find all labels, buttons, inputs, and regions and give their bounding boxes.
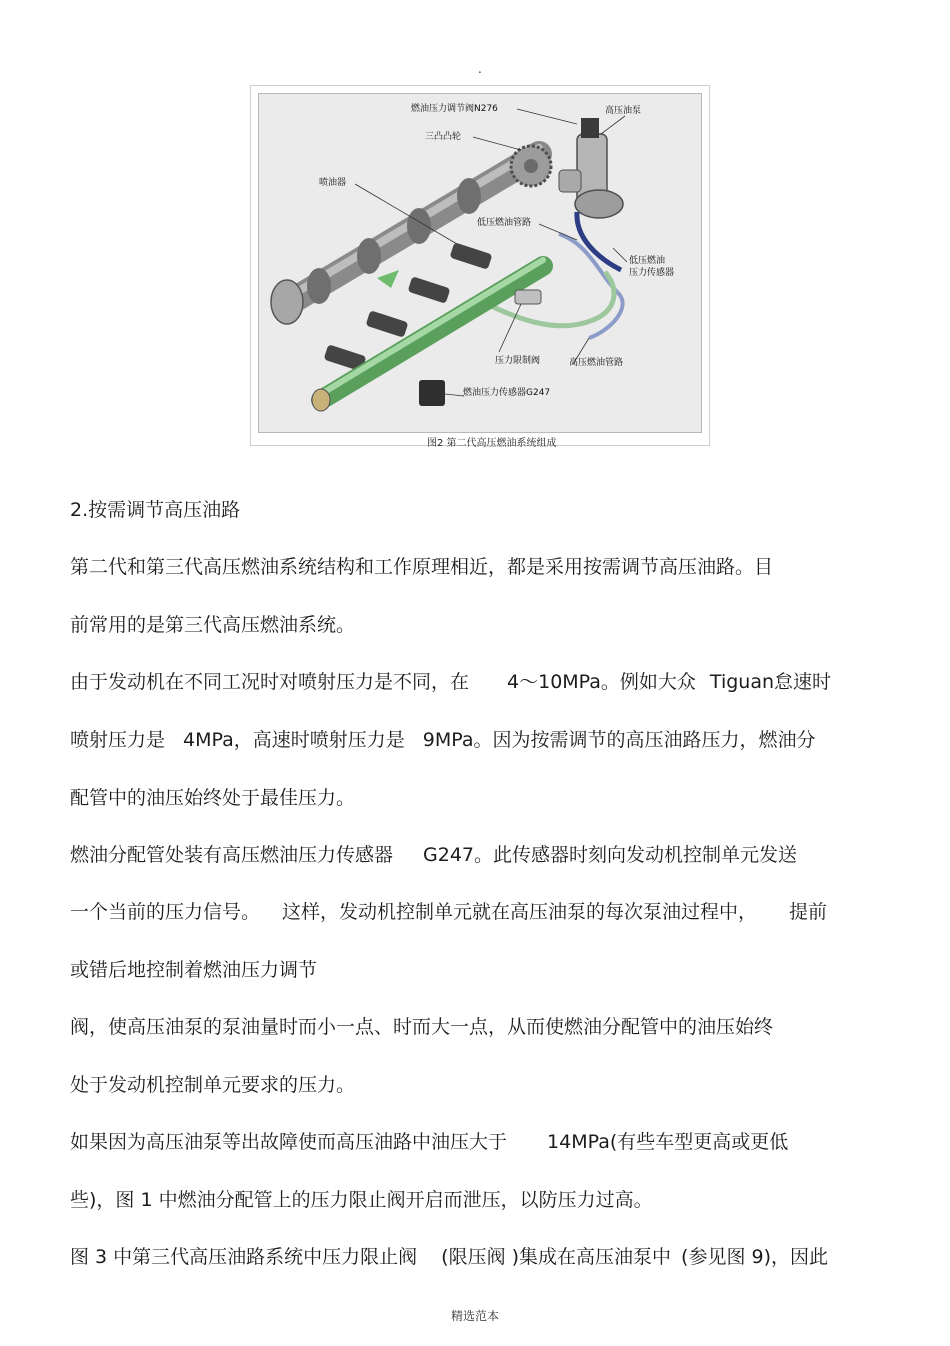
- p4-l2-text: 处于发动机控制单元要求的压力。: [70, 1074, 356, 1096]
- p6-l1b-text: (限压阀 )集成在高压油泵中: [441, 1246, 672, 1268]
- paragraph-1-line-1: [70, 555, 773, 579]
- paragraph-1-line-2: [70, 613, 355, 637]
- paragraph-2-line-1: [70, 670, 831, 694]
- p3-l2a-text: 一个当前的压力信号。: [70, 901, 261, 923]
- paragraph-2-line-2: [70, 728, 815, 752]
- paragraph-3-line-3: [70, 958, 317, 982]
- label-tri-lobe-cam: 三凸凸轮: [425, 132, 462, 142]
- figure-diagram: [258, 93, 702, 449]
- figure-caption: 图2 第二代高压燃油系统组成: [427, 438, 557, 449]
- heading-text: 2.按需调节高压油路: [70, 499, 241, 521]
- label-high-pressure-pump: 高压油泵: [605, 106, 642, 116]
- paragraph-3-line-1: [70, 843, 797, 867]
- label-g247: 燃油压力传感器G247: [463, 388, 551, 398]
- p2-l2c-text: 9MPa。因为按需调节的高压油路压力，燃油分: [422, 729, 816, 751]
- p3-l3-text: 或错后地控制着燃油压力调节: [70, 959, 318, 981]
- label-low-pressure-sensor-1: 低压燃油: [629, 256, 666, 266]
- label-n276: 燃油压力调节阀N276: [411, 104, 498, 114]
- high-pressure-pump: [559, 118, 623, 218]
- header-mark: .: [478, 62, 482, 76]
- section-heading: [70, 498, 240, 522]
- p2-l1c-text: Tiguan怠速时: [709, 671, 832, 693]
- p1-l1-text: 第二代和第三代高压燃油系统结构和工作原理相近，都是采用按需调节高压油路。目: [70, 556, 774, 578]
- sensor-g247: [419, 380, 445, 406]
- paragraph-6-line-1: [70, 1245, 828, 1269]
- p3-l1a-text: 燃油分配管处装有高压燃油压力传感器: [70, 844, 394, 866]
- p2-l2b-text: 4MPa，高速时喷射压力是: [183, 729, 405, 751]
- p3-l1b-text: G247。此传感器时刻向发动机控制单元发送: [423, 844, 798, 866]
- label-low-pressure-sensor-2: 压力传感器: [629, 268, 675, 278]
- p3-l2c-text: 提前: [789, 901, 828, 923]
- pressure-limiter: [515, 290, 541, 304]
- paragraph-2-line-3: [70, 786, 355, 810]
- p5-l1a-text: 如果因为高压油泵等出故障使而高压油路中油压大于: [70, 1131, 508, 1153]
- page-footer: 精选范本: [451, 1309, 500, 1323]
- paragraph-4-line-1: [70, 1015, 773, 1039]
- label-low-pressure-line: 低压燃油管路: [477, 218, 532, 228]
- label-injector: 喷油器: [319, 178, 347, 188]
- paragraph-5-line-2: [70, 1188, 653, 1212]
- p3-l2b-text: 这样，发动机控制单元就在高压油泵的每次泵油过程中，: [282, 901, 758, 923]
- p5-l1b-text: 14MPa(有些车型更高或更低: [547, 1131, 789, 1153]
- p4-l1-text: 阀，使高压油泵的泵油量时而小一点、时而大一点，从而使燃油分配管中的油压始终: [70, 1016, 774, 1038]
- label-high-pressure-line: 高压燃油管路: [569, 358, 624, 368]
- figure: [250, 85, 710, 449]
- paragraph-4-line-2: [70, 1073, 355, 1097]
- p2-l1a-text: 由于发动机在不同工况时对喷射压力是不同，在: [70, 671, 470, 693]
- label-pressure-limiter: 压力限制阀: [495, 356, 541, 366]
- p2-l2a-text: 喷射压力是: [70, 729, 166, 751]
- p1-l2-text: 前常用的是第三代高压燃油系统。: [70, 614, 356, 636]
- paragraph-5-line-1: [70, 1130, 788, 1154]
- spray-cone: [377, 270, 399, 288]
- p6-l1c-text: (参见图 9)，因此: [681, 1246, 829, 1268]
- p2-l1b-text: 4～10MPa。例如大众: [507, 671, 696, 693]
- p2-l3-text: 配管中的油压始终处于最佳压力。: [70, 787, 356, 809]
- tri-lobe-cam: [511, 146, 551, 186]
- p5-l2-text: 些)，图 1 中燃油分配管上的压力限止阀开启而泄压，以防压力过高。: [70, 1189, 653, 1211]
- low-pressure-sensor-line: [577, 212, 621, 270]
- paragraph-3-line-2: [70, 900, 827, 924]
- p6-l1a-text: 图 3 中第三代高压油路系统中压力限止阀: [70, 1246, 418, 1268]
